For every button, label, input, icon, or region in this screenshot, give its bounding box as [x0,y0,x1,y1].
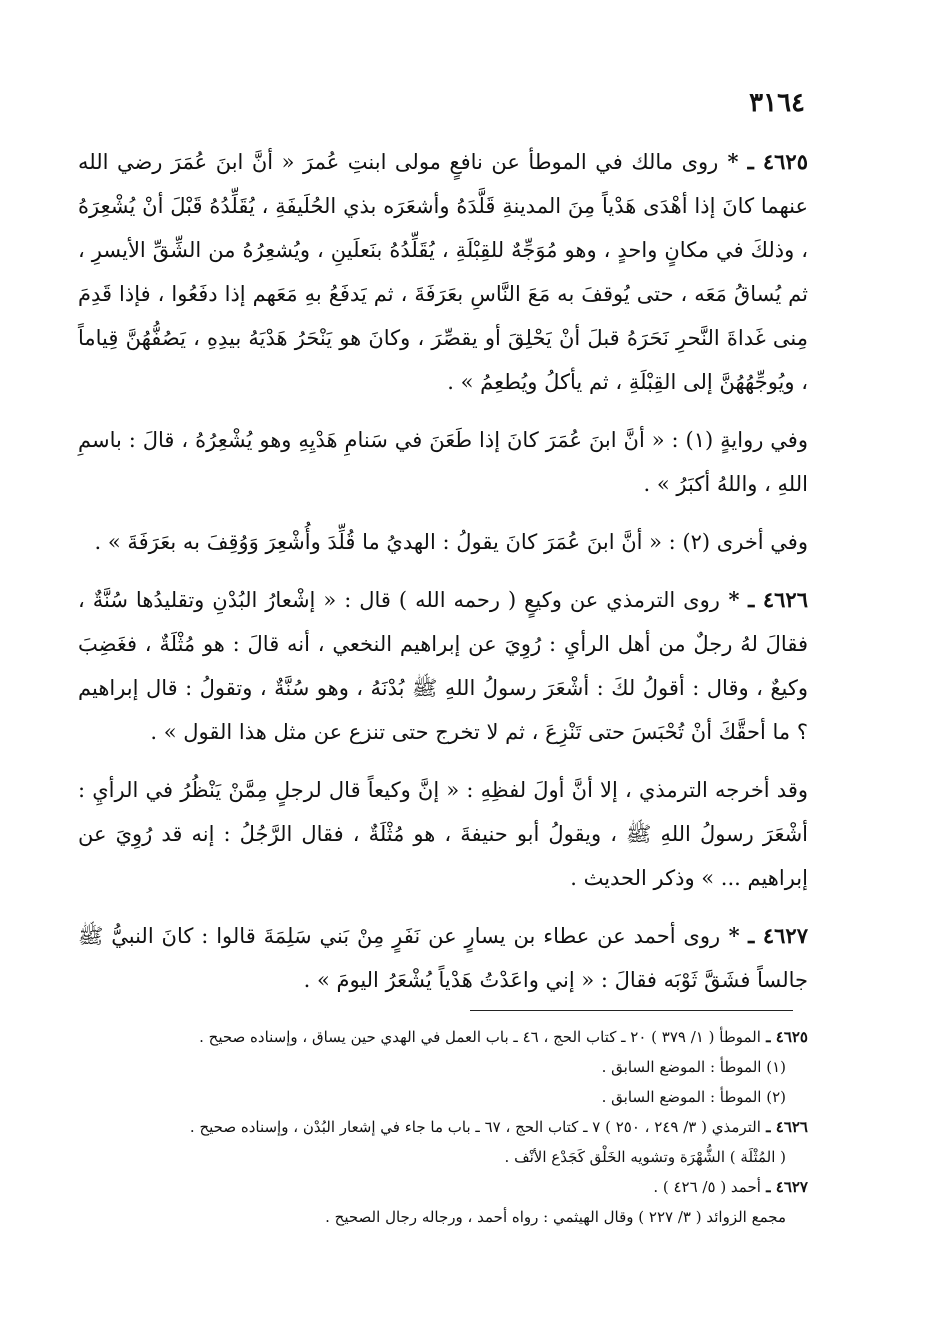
hadith-text: روى أحمد عن عطاء بن يسارٍ عن نَفَرٍ مِنْ بَني سَلِمَةَ قالوا : كانَ النبيُّ ﷺ جالساً فشَقَّ ثَوْبَه فقالَ : « إني واعَدْتُ هَدْياً يُشْعَرُ اليومَ » . [78,924,808,992]
footnote-text: أحمد ( ٥/ ٤٢٦ ) . [653,1178,761,1196]
footnote-text: ( المُثْلَة ) الشُّهْرَة وتشويه الخَلْق كَجَدْع الأنْف . [504,1148,786,1166]
hadith-number: ٤٦٢٥ ـ * [718,149,808,174]
main-text [78,140,808,1016]
footnote-text: (١) الموطأ : الموضع السابق . [601,1058,786,1076]
footnote-text: مجمع الزوائد ( ٣/ ٢٢٧ ) وقال الهيثمي : رواه أحمد ، ورجاله رجال الصحيح . [325,1208,786,1226]
hadith-text: وفي روايةٍ (١) : « أنَّ ابنَ عُمَرَ كانَ إذا طَعَنَ في سَنامِ هَدْيِهِ وهو يُشْعِرُهُ ، قالَ : باسمِ اللهِ ، واللهُ أكبَرُ » . [78,428,808,496]
hadith-paragraph [78,768,808,900]
hadith-text: وفي أخرى (٢) : « أنَّ ابنَ عُمَرَ كانَ يقولُ : الهديُ ما قُلِّدَ وأُشْعِرَ وَوُقِفَ به بعَرَفَةَ » . [94,530,808,554]
footnote [120,1052,808,1082]
hadith-paragraph [78,578,808,754]
footnote-text: (٢) الموطأ : الموضع السابق . [601,1088,786,1106]
hadith-paragraph [78,140,808,404]
footnote-number: ٤٦٢٦ ـ [760,1118,808,1136]
hadith-paragraph [78,914,808,1002]
footnote [120,1112,808,1142]
hadith-number: ٤٦٢٦ ـ * [719,587,808,612]
footnote-separator [470,1010,793,1011]
hadith-number: ٤٦٢٧ ـ * [720,923,808,948]
footnote-text: الموطأ ( ١/ ٣٧٩ ) ٢٠ ـ كتاب الحج ، ٤٦ ـ باب العمل في الهدي حين يساق ، وإسناده صحيح . [199,1028,761,1046]
page-number: ٣١٦٤ [749,88,805,118]
footnote-number: ٤٦٢٧ ـ [760,1178,808,1196]
footnotes [120,1022,808,1232]
hadith-text: وقد أخرجه الترمذي ، إلا أنَّ أولَ لفظِهِ : « إنَّ وكيعاً قال لرجلٍ مِمَّنْ يَنْظُرُ في الرأيِ : أشْعَرَ رسولُ اللهِ ﷺ ، ويقولُ أبو حنيفةَ ، هو مُثْلَةٌ ، فقال الرَّجُلُ : إنه قد رُوِيَ عن إبراهيم ... » وذكر الحديث . [78,778,808,890]
footnote [120,1202,808,1232]
hadith-text: روى مالك في الموطأ عن نافعٍ مولى ابنتِ عُمرَ « أنَّ ابنَ عُمَرَ رضي الله عنهما كانَ إذا أهْدَى هَدْياً مِنَ المدينةِ قَلَّدَهُ وأشعَرَه بذي الحُلَيفَةِ ، يُقَلِّدُهُ قَبْلَ أنْ يُشْعِرَهُ ، وذلكَ في مكانٍ واحدٍ ، وهو مُوَجِّهٌ للقِبْلَةِ ، يُقَلِّدُهُ بنَعلَينِ ، ويُشعِرُهُ من الشِّقِّ الأيسرِ ، ثم يُساقُ مَعَه ، حتى يُوقفَ به مَعَ النَّاسِ بعَرَفَةَ ، ثم يَدفَعُ بهِ مَعَهم إذا دفَعُوا ، فإذا قَدِمَ مِنى غَداةَ النَّحرِ نَحَرَهُ قبلَ أنْ يَحْلِقَ أو يقصِّرَ ، وكانَ هو يَنْحَرُ هَدْيَهُ بيدِهِ ، يَصُفُّهُنَّ قِياماً ، ويُوجِّهُهُنَّ إلى القِبْلَةِ ، ثم يأكلُ ويُطعِمُ » . [78,150,808,394]
footnote-text: الترمذي ( ٣/ ٢٤٩ ، ٢٥٠ ) ٧ ـ كتاب الحج ، ٦٧ ـ باب ما جاء في إشعار البُدْن ، وإسناده صحيح . [189,1118,761,1136]
hadith-paragraph [78,418,808,506]
footnote [120,1082,808,1112]
hadith-text: روى الترمذي عن وكيعٍ ( رحمه الله ) قال : « إشْعارُ البُدْنِ وتقليدُها سُنَّةٌ ، فقالَ لهُ رجلٌ من أهل الرأيِ : رُوِيَ عن إبراهيم النخعي ، أنه قالَ : هو مُثْلَةٌ ، فغَضِبَ وكيعٌ ، وقال : أقولُ لكَ : أشْعَرَ رسولُ اللهِ ﷺ بُدْنَهُ ، وهو سُنَّةٌ ، وتقولُ : قال إبراهيم ؟ ما أحقَّكَ أنْ تُحْبَسَ حتى تَنْزِعَ ، ثم لا تخرج حتى تنزع عن مثل هذا القول » . [78,588,808,744]
footnote [120,1172,808,1202]
footnote-number: ٤٦٢٥ ـ [760,1028,808,1046]
footnote [120,1142,808,1172]
hadith-paragraph [78,520,808,564]
footnote [120,1022,808,1052]
